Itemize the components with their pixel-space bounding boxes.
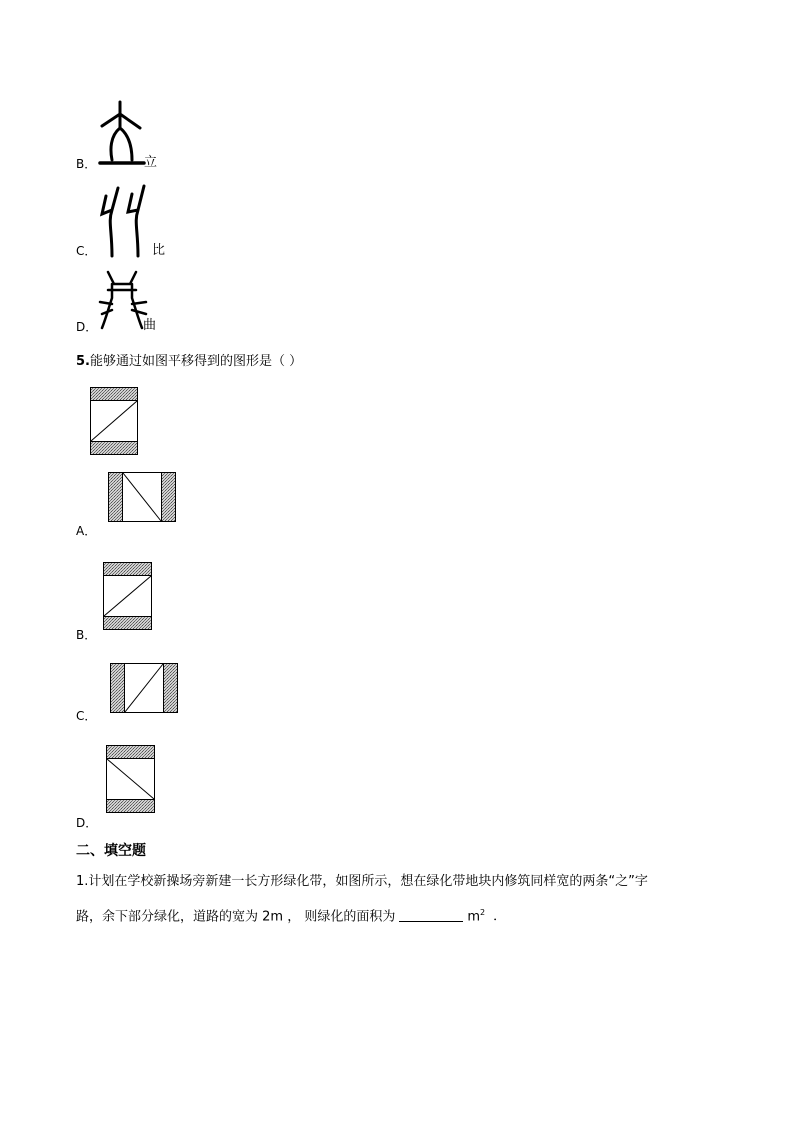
q5-option-a-label[interactable]: A． [76,524,97,538]
original-figure [90,387,138,455]
q5-option-c-label[interactable]: C． [76,709,97,723]
answer-blank[interactable] [399,907,463,922]
fill-q1-text: 路，余下部分绿化，道路的宽为 2m ， 则绿化的面积为 [76,909,396,925]
unit: m [467,909,481,925]
option-d-label[interactable]: D． [76,320,98,334]
end-punct: ． [493,909,507,925]
question-5-text: 能够通过如图平移得到的图形是（ ） [89,354,303,369]
unit-exponent: 2 [480,908,486,917]
pictograph-bi-icon [98,180,154,258]
option-d-figure [106,745,155,813]
option-b-label[interactable]: B． [76,157,97,171]
option-b-figure [103,562,152,630]
option-a-figure [108,472,176,522]
option-c-figure [110,663,178,713]
fill-q1-line1: 1.计划在学校新操场旁新建一长方形绿化带，如图所示，想在绿化带地块内修筑同样宽的两条“之”字 [76,874,648,889]
q5-option-b-label[interactable]: B． [76,628,97,642]
fill-q1-line2 [76,904,506,926]
question-5 [76,353,302,371]
option-b-caption: 立 [144,155,158,170]
question-5-number: 5. [76,354,90,369]
q5-option-d-label[interactable]: D． [76,816,98,830]
pictograph-li-icon [98,100,148,166]
option-c-caption: 比 [152,243,166,258]
option-d-caption: 曲 [143,318,157,333]
option-c-label[interactable]: C． [76,244,97,258]
section-title: 二、填空题 [76,843,146,859]
